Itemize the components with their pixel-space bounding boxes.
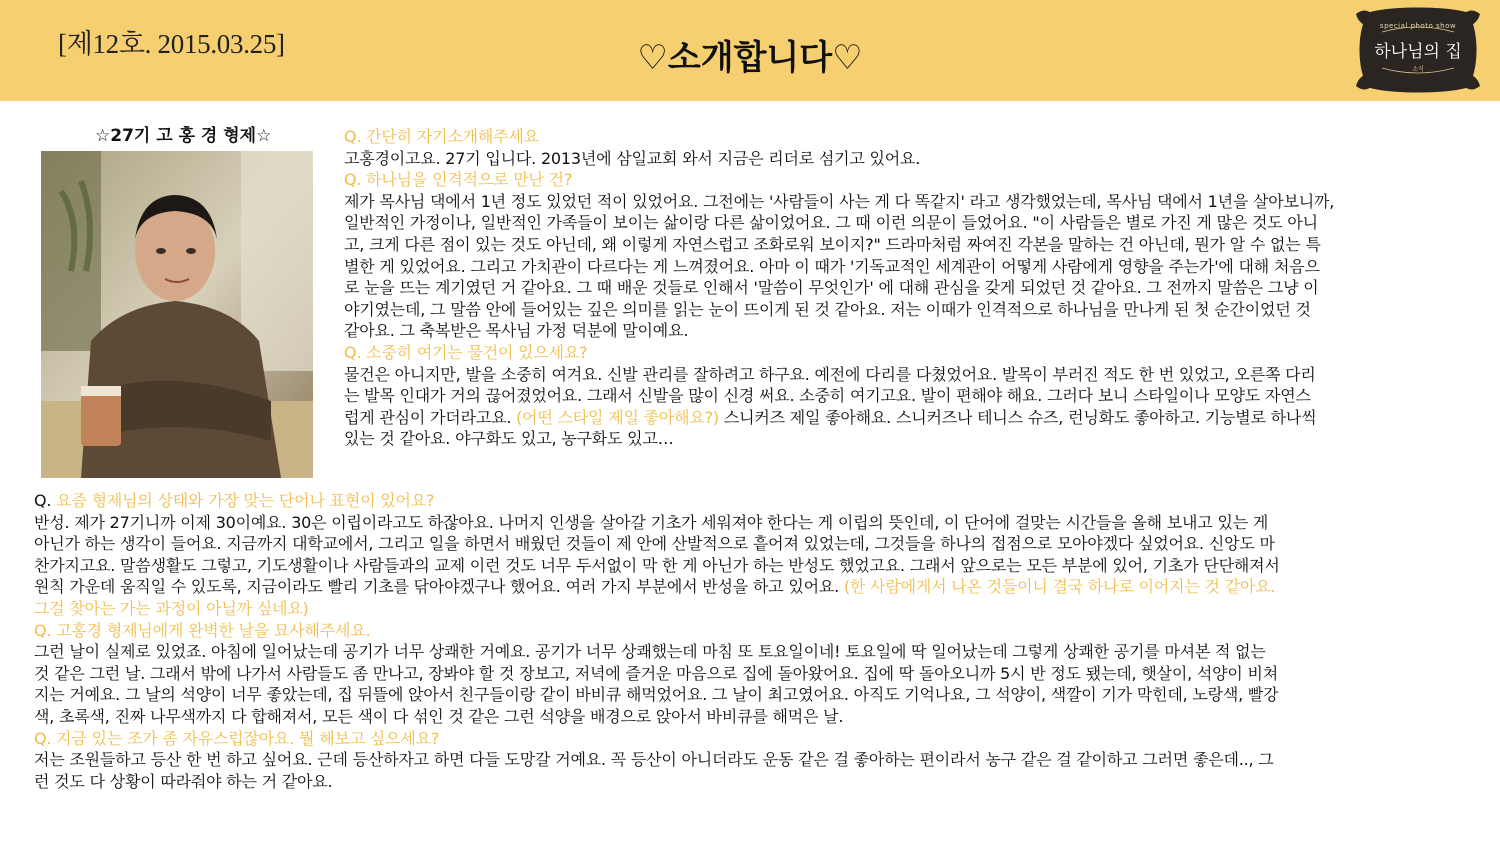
question-prefix: Q.	[34, 491, 57, 510]
answer-intro: 고홍경이고요. 27기 입니다. 2013년에 삼일교회 와서 지금은 리더로 섬기고 있어요.	[344, 148, 921, 168]
logo-small-text: 소식	[1412, 66, 1424, 73]
answer-perfect-day: 그런 날이 실제로 있었죠. 아침에 일어났는데 공기가 너무 상쾌한 거예요. 공기가 너무 상쾌했는데 마침 또 토요일이네! 토요일에 딱 일어났는데 그렇게 상쾌한 공기를 마셔본 적 없는 것 같은 그런 날. 그래서 밖에 나가서 사람들도 좀 만나고, 장봐야 할 것 장보고, 저녁에 즐거운 마음으로 집에 돌아왔어요. 집에 딱 돌아오니까 5시 반 정도 됐는데, 햇살이, 석양이 비쳐 지는 거예요. 그 날의 석양이 너무 좋았는데, 집 뒤뜰에 앉아서 친구들이랑 같이 바비큐 해먹었어요. 그 날이 최고였어요. 아직도 기억나요, 그 석양이, 색깔이 기가 막힌데, 노랑색, 빨강 색, 초록색, 진짜 나무색까지 다 합해져서, 모든 색이 다 섞인 것 같은 그런 석양을 배경으로 앉아서 바비큐를 해먹은 날.	[34, 642, 1279, 726]
answer-current-word: 반성. 제가 27기니까 이제 30이예요. 30은 이립이라고도 하잖아요. 나머지 인생을 살아갈 기초가 세워져야 한다는 게 이립의 뜻인데, 이 단어에 걸맞는 시간들을 올해 보내고 있는 게 아닌가 하는 생각이 들어요. 지금까지 대학교에서, 그리고 일을 하면서 배웠던 것들이 제 안에 산발적으로 흩어져 있었는데, 그것들을 하나의 접점으로 모아야겠다 싶었어요. 신앙도 마 찬가지고요. 말씀생활도 그렇고, 기도생활이나 사람들과의 교제 이런 것도 너무 두서없이 막 한 게 아닌가 하는 반성도 했었고요. 그래서 앞으로는 모든 부분에 있어, 기초가 단단해져서 원칙 가운데 움직일 수 있도록, 지금이라도 빨리 기초를 닦아야겠구나 했어요. 여러 가지 부분에서 반성을 하고 있어요.	[34, 512, 1280, 597]
logo	[1352, 4, 1484, 96]
answer-treasure-part2: 스니커즈 제일 좋아해요. 스니커즈나 테니스 슈즈, 런닝화도 좋아하고. 기능별로 하나씩 있는 것 같아요. 야구화도 있고, 농구화도 있고…	[344, 407, 1317, 449]
inline-question-style: (어떤 스타일 제일 좋아해요?)	[516, 407, 719, 427]
question-meeting-god: Q. 하나님을 인격적으로 만난 건?	[344, 170, 573, 190]
profile-name: ☆27기 고 홍 경 형제☆	[95, 126, 272, 146]
logo-name: 하나님의 집	[1374, 42, 1462, 62]
answer-treasure-part1: 물건은 아니지만, 발을 소중히 여겨요. 신발 관리를 잘하려고 하구요. 예전에 다리를 다쳤었어요. 발목이 부러진 적도 한 번 있었고, 오른쪽 다리 는 발목 인대가 거의 끊어졌었어요. 그래서 신발을 많이 신경 써요. 소중히 여기고요. 발이 편해야 해요. 그러다 보니 스타일이나 모양도 자연스 럽게 관심이 가더라고요.	[344, 364, 1316, 427]
question-intro: Q. 간단히 자기소개해주세요	[344, 127, 539, 146]
answer-group-wish: 저는 조원들하고 등산 한 번 하고 싶어요. 근데 등산하자고 하면 다들 도망갈 거예요. 꼭 등산이 아니더라도 운동 같은 걸 좋아하는 편이라서 농구 같은 걸 같이하고 그러면 좋은데.., 그 런 것도 다 상황이 따라줘야 하는 거 같아요.	[34, 750, 1274, 791]
qa-top-section	[344, 126, 1484, 450]
issue-label: [제12호. 2015.03.25]	[58, 29, 285, 59]
question-group-wish: Q. 지금 있는 조가 좀 자유스럽잖아요. 뭘 해보고 싶으세요?	[34, 728, 440, 748]
question-perfect-day: Q. 고홍경 형제님에게 완벽한 날을 묘사해주세요.	[34, 620, 371, 640]
profile-photo	[41, 151, 313, 478]
question-treasure: Q. 소중히 여기는 물건이 있으세요?	[344, 342, 588, 362]
answer-meeting-god: 제가 목사님 댁에서 1년 정도 있었던 적이 있었어요. 그전에는 '사람들이 사는 게 다 똑같지' 라고 생각했었는데, 목사님 댁에서 1년을 살아보니까, 일반적인 가정이나, 일반적인 가족들이 보이는 삶이랑 다른 삶이었어요. 그 때 이런 의문이 들었어요. "이 사람들은 별로 가진 게 많은 것도 아니 고, 크게 다른 점이 있는 것도 아닌데, 왜 이렇게 자연스럽고 조화로워 보이지?" 드라마처럼 짜여진 각본을 말하는 건 아닌데, 뭔가 알 수 없는 특 별한 게 있었어요. 그리고 가치관이 다르다는 게 느껴졌어요. 아마 이 때가 '기독교적인 세계관이 어떻게 사람에게 영향을 주는가'에 대해 처음으 로 눈을 뜨는 계기였던 거 같아요. 그 때 배운 것들로 인해서 '말씀이 무엇인가' 에 대해 관심을 갖게 되었던 것 같아요. 그 전까지 말씀은 그냥 이 야기였는데, 그 말씀 안에 들어있는 깊은 의미를 읽는 눈이 뜨이게 된 것 같아요. 저는 이때가 인격적으로 하나님을 만나게 된 첫 순간이었던 것 같아요. 그 축복받은 목사님 가정 덕분에 말이예요.	[344, 191, 1335, 341]
question-current-word: 요즘 형제님의 상태와 가장 맞는 단어나 표현이 있어요?	[56, 491, 435, 510]
qa-bottom-section	[34, 490, 1484, 792]
person-photo-icon	[41, 151, 313, 478]
inline-comment-current-word: (한 사람에게서 나온 것들이니 결국 하나로 이어지는 것 같아요. 그걸 찾아는 가는 과정이 아닐까 싶네요)	[34, 577, 1276, 618]
page-title: ♡소개합니다♡	[637, 38, 863, 78]
header-bar	[0, 0, 1500, 101]
logo-subtitle: special photo show	[1379, 22, 1457, 30]
